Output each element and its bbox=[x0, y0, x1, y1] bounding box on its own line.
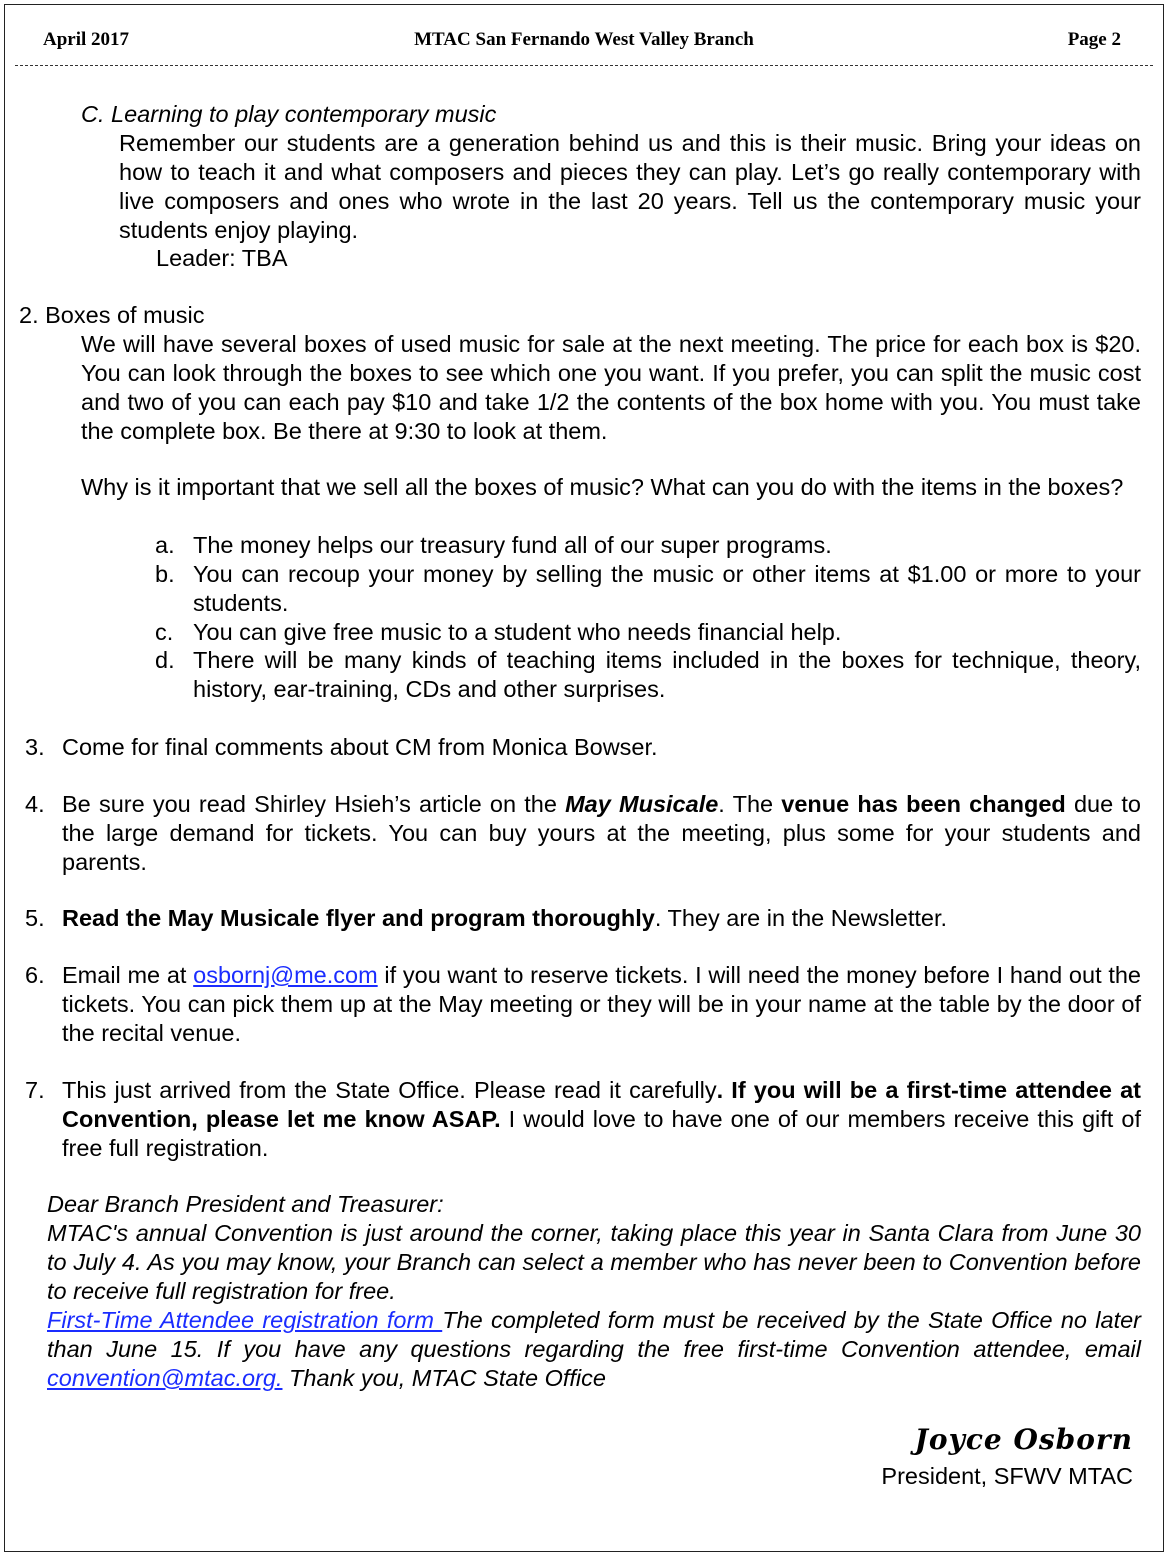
first-time-attendee-form-link[interactable]: First-Time Attendee registration form bbox=[47, 1307, 443, 1333]
item-6-text bbox=[62, 961, 1141, 1048]
section-c-leader: Leader: TBA bbox=[156, 245, 288, 271]
email-link-convention[interactable]: convention@mtac.org. bbox=[47, 1365, 283, 1391]
item-7-text-2: I would love to have one of our members receive this gift of free full registration. bbox=[62, 1106, 1141, 1161]
item-6-text-1: Email me at bbox=[62, 962, 194, 988]
list-item: There will be many kinds of teaching items included in the boxes for technique, theory, history, ear-training, CDs and other surprises. bbox=[193, 647, 1141, 702]
letter-body-1: MTAC's annual Convention is just around the corner, taking place this year in Santa Clara from June 30 to July 4. As you may know, your Branch can select a member who has never been to Convention before to receive full registration for free. bbox=[47, 1220, 1141, 1304]
item-4-marker: 4. bbox=[25, 791, 45, 817]
item-6-text-2: if you want to reserve tickets. I will need the money before I hand out the tickets. You can pick them up at the May meeting or they will be in your name at the table by the door of the recital venue. bbox=[62, 962, 1141, 1046]
venue-changed-emphasis: venue has been changed bbox=[781, 791, 1066, 817]
item-7-text bbox=[62, 1076, 1141, 1163]
letter-body bbox=[47, 1219, 1141, 1393]
may-musicale-emphasis: May Musicale bbox=[565, 791, 719, 817]
item-4-text bbox=[62, 790, 1141, 877]
signature-name: Joyce Osborn bbox=[914, 1423, 1133, 1456]
header-divider bbox=[15, 65, 1153, 66]
list-marker: d. bbox=[155, 647, 175, 673]
list-item: The money helps our treasury fund all of our super programs. bbox=[193, 532, 832, 558]
signature-title: President, SFWV MTAC bbox=[881, 1463, 1133, 1489]
item-5-marker: 5. bbox=[25, 905, 45, 931]
letter-closing: Thank you, MTAC State Office bbox=[282, 1365, 606, 1391]
item-3-text: Come for final comments about CM from Monica Bowser. bbox=[62, 734, 658, 760]
list-item: You can give free music to a student who needs financial help. bbox=[193, 619, 842, 645]
list-item: You can recoup your money by selling the music or other items at $1.00 or more to your students. bbox=[193, 561, 1141, 616]
section-c-heading: C. Learning to play contemporary music bbox=[81, 101, 497, 127]
item-3-marker: 3. bbox=[25, 734, 45, 760]
newsletter-page bbox=[4, 4, 1164, 1552]
item-7-text-1: This just arrived from the State Office. Please read it carefully bbox=[62, 1077, 717, 1103]
list-marker: c. bbox=[155, 619, 174, 645]
item-5-rest: . They are in the Newsletter. bbox=[654, 905, 947, 931]
email-link-osbornj[interactable]: osbornj@me.com bbox=[193, 962, 378, 988]
section-c-body: Remember our students are a generation behind us and this is their music. Bring your ideas on how to teach it and what composers and pieces they can play. Let’s go really contemporary with live composers and ones who wrote in the last 20 years. Tell us the contemporary music your students enjoy playing. bbox=[119, 130, 1141, 243]
item-5-text bbox=[62, 904, 1141, 933]
header-date: April 2017 bbox=[43, 29, 130, 50]
item-4-text-2: . The bbox=[718, 791, 782, 817]
list-marker: b. bbox=[155, 561, 175, 587]
list-marker: a. bbox=[155, 532, 175, 558]
item-7-bold: . If you will be a first-time attendee at Convention, please let me know ASAP. bbox=[62, 1077, 1141, 1132]
item-4-text-1: Be sure you read Shirley Hsieh’s article on the bbox=[62, 791, 566, 817]
item-6-marker: 6. bbox=[25, 962, 45, 988]
header-title: MTAC San Fernando West Valley Branch bbox=[414, 29, 754, 50]
item-7-marker: 7. bbox=[25, 1077, 45, 1103]
item-4-text-3: due to the large demand for tickets. You can buy yours at the meeting, plus some for your students and parents. bbox=[62, 791, 1141, 875]
item-5-bold: Read the May Musicale flyer and program thoroughly bbox=[62, 905, 655, 931]
letter-body-2: The completed form must be received by the State Office no later than June 15. If you have any questions regarding the free first-time Convention attendee, email bbox=[47, 1307, 1141, 1362]
item-2-heading: 2. Boxes of music bbox=[19, 302, 205, 328]
item-2-paragraph-2: Why is it important that we sell all the boxes of music? What can you do with the items in the boxes? bbox=[81, 474, 1124, 500]
item-2-paragraph-1: We will have several boxes of used music for sale at the next meeting. The price for each box is $20. You can look through the boxes to see which one you want. If you prefer, you can split the music cost and two of you can each pay $10 and take 1/2 the contents of the box home with you. You must take the complete box. Be there at 9:30 to look at them. bbox=[81, 331, 1141, 444]
letter-greeting: Dear Branch President and Treasurer: bbox=[47, 1191, 444, 1217]
header-page-number: Page 2 bbox=[1067, 29, 1121, 50]
